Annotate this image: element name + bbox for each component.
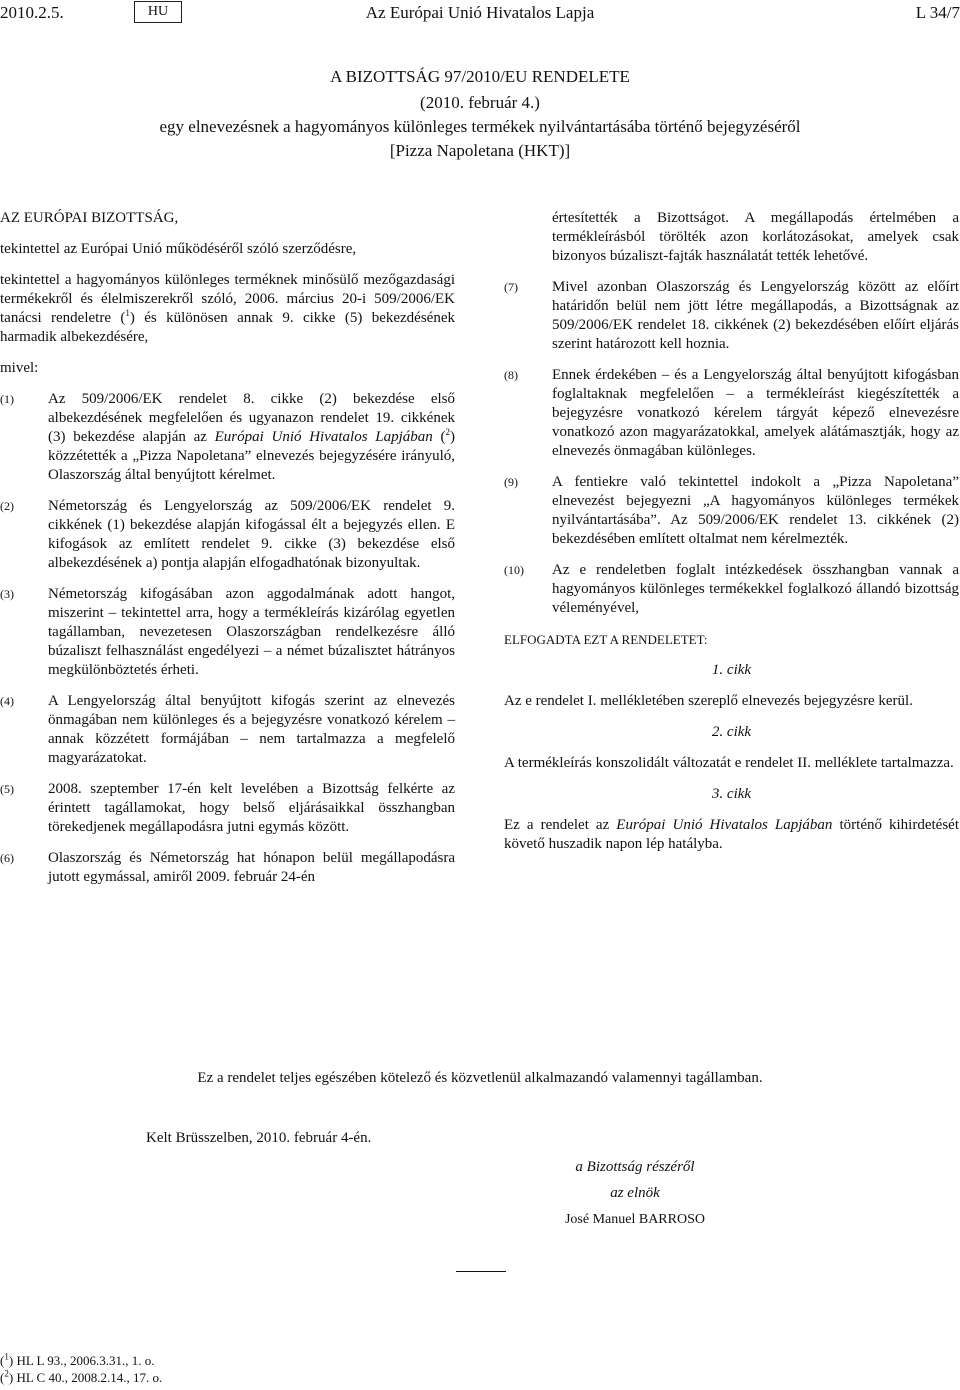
left-column [0,209,455,899]
language-badge: HU [134,1,182,23]
commission-heading: AZ EURÓPAI BIZOTTSÁG, [0,210,179,226]
citation-1: tekintettel az Európai Unió működéséről szóló szerződésre, [0,241,357,257]
footnote-ref-2[interactable]: 2 [445,427,450,437]
recital-2: (2) Németország és Lengyelország az 509/2006/EK rendelet 9. cikkének (1) bekezdése alapján kifogással élt a bejegyzés ellen. E kifogások az említett rendelet 9. cikke (3) bekezdése első albekezdésének a) pontja alapján elfogadhatónak bizonyultak. [0,498,455,571]
recital-4: (4) A Lengyelország által benyújtott kifogás szerint az elnevezés önmagában nem különleges és a bejegyzésre vonatkozó kérelem – annak közzétett formájában – nem tartalmazza a megfelelő magyarázatokat. [0,693,455,766]
citation-2: tekintettel a hagyományos különleges terméknek minősülő mezőgazdasági termékekről és élelmiszerekről szóló, 2006. március 20-i 509/2006/EK tanácsi rendeletre ($^1$) és különösen annak 9. cikke (5) bekezdésének harmadik albekezdésére, [0,272,455,345]
article-2-text: A termékleírás konszolidált változatát e rendelet II. melléklete tartalmazza. [504,755,954,771]
recital-7: (7) Mivel azonban Olaszország és Lengyelország között az előírt határidőn belül nem jött létre megállapodás, a Bizottságnak az 509/2006/EK rendelet 18. cikkének (2) bekezdésében előírt eljárás szerint határozott kell hoznia. [504,279,959,352]
title-date: (2010. február 4.) [420,93,540,112]
footnote-2: ($^2$) HL C 40., 2008.2.14., 17. o. [0,1368,163,1385]
title-line-1: A BIZOTTSÁG 97/2010/EU RENDELETE [330,67,630,86]
footnote-1: ($^1$) HL L 93., 2006.3.31., 1. o. [0,1351,155,1368]
article-1-heading: 1. cikk [711,662,752,678]
on-behalf: a Bizottság részéről [575,1159,695,1175]
recital-1: (1) Az 509/2006/EK rendelet 8. cikke (2) bekezdése első albekezdésének megfelelően és ugyanazon rendelet 19. cikkének (3) bekezdése alapján az Európai Unió Hivatalos Lapjában ($^2$) közzétették a „Pizza Napoletana” elnevezés bejegyzésére irányuló, Olaszország által benyújtott kérelmet. [0,391,455,483]
article-1-text: Az e rendelet I. mellékletében szereplő elnevezés bejegyzésre kerül. [504,693,913,709]
article-3-heading: 3. cikk [711,786,752,802]
article-3-text: Ez a rendelet az Európai Unió Hivatalos Lapjában történő kihirdetését követő huszadik napon lép hatályba. [504,817,959,852]
recital-6-continued: értesítették a Bizottságot. A megállapodás értelmében a termékleírásból törölték azon korlátozásokat, amelyek csak bizonyos búzaliszt-fajták használatát tették lehetővé. [552,210,959,264]
header-date: 2010.2.5. [0,3,64,22]
title-subject: egy elnevezésnek a hagyományos különleges termékek nyilvántartásába történő bejegyzéséről [159,117,801,136]
page-reference: L 34/7 [915,3,960,22]
recital-9: (9) A fentiekre való tekintettel indokolt a „Pizza Napoletana” elnevezést bejegyezni „A hagyományos különleges termékek nyilvántartásába”. Az 509/2006/EK rendelet 13. cikkének (2) bekezdésében említett oltalmat nem kérelmezték. [504,474,959,547]
right-column [504,209,959,866]
regulation-title [0,66,960,164]
binding-clause: Ez a rendelet teljes egészében kötelező és közvetlenül alkalmazandó valamennyi tagállamban. [197,1070,763,1086]
recital-8: (8) Ennek érdekében – és a Lengyelország által benyújtott kifogásban foglaltaknak megfelelően – a termékleírást kiegészítették a bejegyzésre vonatkozó kérelem tárgyát képező elnevezésre vonatkozó azon magyarázatokkal, amelyek alátámasztják, hogy az elnevezés önmagában különleges. [504,367,959,459]
signature-block [552,1158,718,1229]
footnote-separator [456,1271,506,1272]
page-header [0,3,960,27]
recital-10: (10) Az e rendeletben foglalt intézkedések összhangban vannak a hagyományos különleges termékekkel foglalkozó állandó bizottság véleményével, [504,562,959,616]
recital-6: (6) Olaszország és Németország hat hónapon belül megállapodásra jutott egymással, amiről 2009. február 24-én [0,850,455,885]
adopted-heading: ELFOGADTA EZT A RENDELETET: [504,632,708,647]
title-name: [Pizza Napoletana (HKT)] [389,141,571,160]
recital-3: (3) Németország kifogásában azon aggodalmának adott hangot, miszerint – tekintettel arra, hogy a termékleírás kizárólag egyetlen tagállamban, nevezetesen Olaszországban rendelkezésre álló búzaliszt felhasználást engedélyezi – a német búzalisztet hátrányos megkülönböztetés érheti. [0,586,455,678]
article-2-heading: 2. cikk [711,724,752,740]
journal-title: Az Európai Unió Hivatalos Lapja [365,3,595,22]
whereas-heading: mivel: [0,360,39,376]
footnote-ref-1[interactable]: 1 [125,308,130,318]
president-title: az elnök [610,1185,660,1201]
recital-5: (5) 2008. szeptember 17-én kelt levelében a Bizottság felkérte az érintett tagállamokat, hogy belső eljárásaikkal összhangban törekedjenek megállapodásra jutni egymás között. [0,781,455,835]
signatory-name: José Manuel BARROSO [564,1212,705,1227]
footnotes [0,1352,162,1386]
place-date: Kelt Brüsszelben, 2010. február 4-én. [146,1130,372,1146]
